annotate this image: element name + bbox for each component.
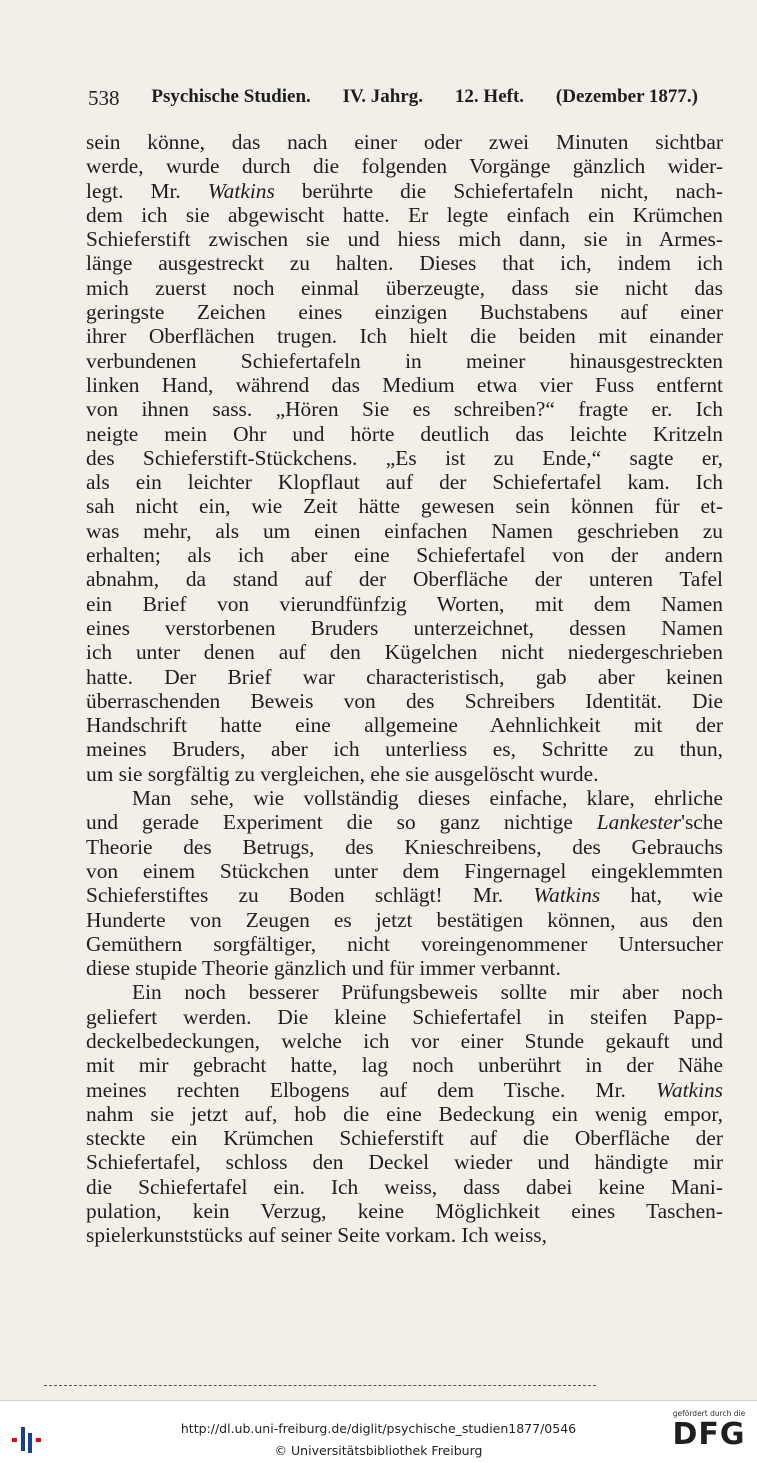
text-line: als ein leichter Klopflaut auf der Schiefertafel kam. Ich [86, 470, 723, 495]
italic-name: Lankester [596, 810, 682, 835]
italic-name: Watkins [533, 883, 601, 908]
text-segment: und gerade Experiment die so ganz nichtige [86, 810, 597, 835]
text-line: länge ausgestreckt zu halten. Dieses that ich, indem ich [86, 251, 723, 276]
text-line: mit mir gebracht hatte, lag noch unberührt in der Nähe [86, 1053, 723, 1078]
text-line: neigte mein Ohr und hörte deutlich das leichte Kritzeln [86, 421, 723, 446]
text-line: Hunderte von Zeugen es jetzt bestätigen können, aus den [86, 907, 723, 932]
italic-name: Watkins [207, 178, 275, 203]
text-line: geringste Zeichen eines einzigen Buchstabens auf einer [86, 300, 723, 325]
text-line: pulation, kein Verzug, keine Möglichkeit eines Taschen- [86, 1199, 723, 1224]
text-segment: legt. Mr. [86, 178, 208, 203]
running-header [88, 86, 698, 111]
text-segment: Schieferstiftes zu Boden schlägt! Mr. [86, 883, 534, 908]
text-line: überraschenden Beweis von des Schreibers Identität. Die [86, 688, 723, 713]
text-line: nahm sie jetzt auf, hob die eine Bedeckung ein wenig empor, [86, 1101, 723, 1126]
text-line: Theorie des Betrugs, des Knieschreibens, des Gebrauchs [86, 834, 723, 859]
dfg-caption: gefördert durch die [672, 1409, 746, 1418]
issue: 12. Heft. [454, 86, 525, 107]
text-line: linken Hand, während das Medium etwa vier Fuss entfernt [86, 372, 723, 397]
volume: IV. Jahrg. [342, 86, 424, 107]
text-line: um sie sorgfältig zu vergleichen, ehe sie ausgelöscht wurde. [86, 761, 599, 786]
text-line: geliefert werden. Die kleine Schiefertafel in steifen Papp- [86, 1004, 723, 1029]
text-line: von ihnen sass. „Hören Sie es schreiben?“ fragte er. Ich [86, 397, 723, 422]
text-line: deckelbedeckungen, welche ich vor einer Stunde gekauft und [86, 1028, 723, 1053]
text-line: was mehr, als um einen einfachen Namen geschrieben zu [86, 518, 723, 543]
italic-name: Watkins [656, 1077, 723, 1102]
text-line: sein könne, das nach einer oder zwei Minuten sichtbar [86, 130, 723, 154]
text-line: Man sehe, wie vollständig dieses einfache, klare, ehrliche [132, 786, 723, 811]
viewer-footer [0, 1400, 757, 1463]
text-line: Ein noch besserer Prüfungsbeweis sollte mir aber noch [132, 980, 723, 1005]
scan-edge-rule [44, 1385, 596, 1387]
text-line: eines verstorbenen Bruders unterzeichnet, dessen Namen [86, 615, 723, 640]
text-line [86, 810, 723, 834]
text-segment: hat, wie [600, 883, 723, 908]
copyright-notice: © Universitätsbibliothek Freiburg [274, 1443, 483, 1458]
page-number: 538 [88, 86, 120, 110]
text-line [86, 883, 723, 907]
dfg-wordmark: DFG [672, 1417, 746, 1452]
body-text [86, 130, 723, 1248]
text-line: ein Brief von vierundfünfzig Worten, mit dem Namen [86, 591, 723, 616]
text-line: ihrer Oberflächen trugen. Ich hielt die beiden mit einander [86, 324, 723, 349]
text-line: verbundenen Schiefertafeln in meiner hinausgestreckten [86, 348, 723, 373]
text-line: die Schiefertafel ein. Ich weiss, dass dabei keine Mani- [86, 1174, 723, 1199]
text-line: mich zuerst noch einmal überzeugte, dass sie nicht das [86, 275, 723, 300]
text-line: des Schieferstift-Stückchens. „Es ist zu Ende,“ sagte er, [86, 445, 723, 470]
text-line: meines Bruders, aber ich unterliess es, Schritte zu thun, [86, 737, 723, 762]
text-line: hatte. Der Brief war characteristisch, gab aber keinen [86, 664, 723, 689]
text-line: erhalten; als ich aber eine Schiefertafel von der andern [86, 543, 723, 568]
text-line [86, 1078, 723, 1102]
text-line: abnahm, da stand auf der Oberfläche der unteren Tafel [86, 567, 723, 592]
text-line: von einem Stückchen unter dem Fingernagel eingeklemmten [86, 858, 723, 883]
dfg-logo [666, 1409, 752, 1457]
text-segment: meines rechten Elbogens auf dem Tische. Mr. [86, 1077, 657, 1102]
text-line: ich unter denen auf den Kügelchen nicht niedergeschrieben [86, 640, 723, 665]
text-line: sah nicht ein, wie Zeit hätte gewesen sein können für et- [86, 494, 723, 519]
text-segment: berührte die Schiefertafeln nicht, nach- [274, 178, 723, 203]
text-line: dem ich sie abgewischt hatte. Er legte einfach ein Krümchen [86, 202, 723, 227]
permalink-url[interactable]: http://dl.ub.uni-freiburg.de/diglit/psychische_studien1877/0546 [180, 1421, 577, 1436]
date: (Dezember 1877.) [555, 86, 698, 107]
text-line: Schiefertafel, schloss den Deckel wieder und händigte mir [86, 1150, 723, 1175]
text-line: spielerkunststücks auf seiner Seite vorkam. Ich weiss, [86, 1223, 547, 1248]
text-line: steckte ein Krümchen Schieferstift auf die Oberfläche der [86, 1126, 723, 1151]
text-line: diese stupide Theorie gänzlich und für immer verbannt. [86, 956, 561, 981]
journal-title: Psychische Studien. [151, 86, 311, 107]
text-line: werde, wurde durch die folgenden Vorgänge gänzlich wider- [86, 154, 723, 179]
text-line: Schieferstift zwischen sie und hiess mich dann, sie in Armes- [86, 227, 723, 252]
text-line [86, 179, 723, 203]
text-line: Handschrift hatte eine allgemeine Aehnlichkeit mit der [86, 713, 723, 738]
text-segment: 'sche [681, 810, 723, 835]
text-line: Gemüthern sorgfältiger, nicht voreingenommener Untersucher [86, 931, 723, 956]
